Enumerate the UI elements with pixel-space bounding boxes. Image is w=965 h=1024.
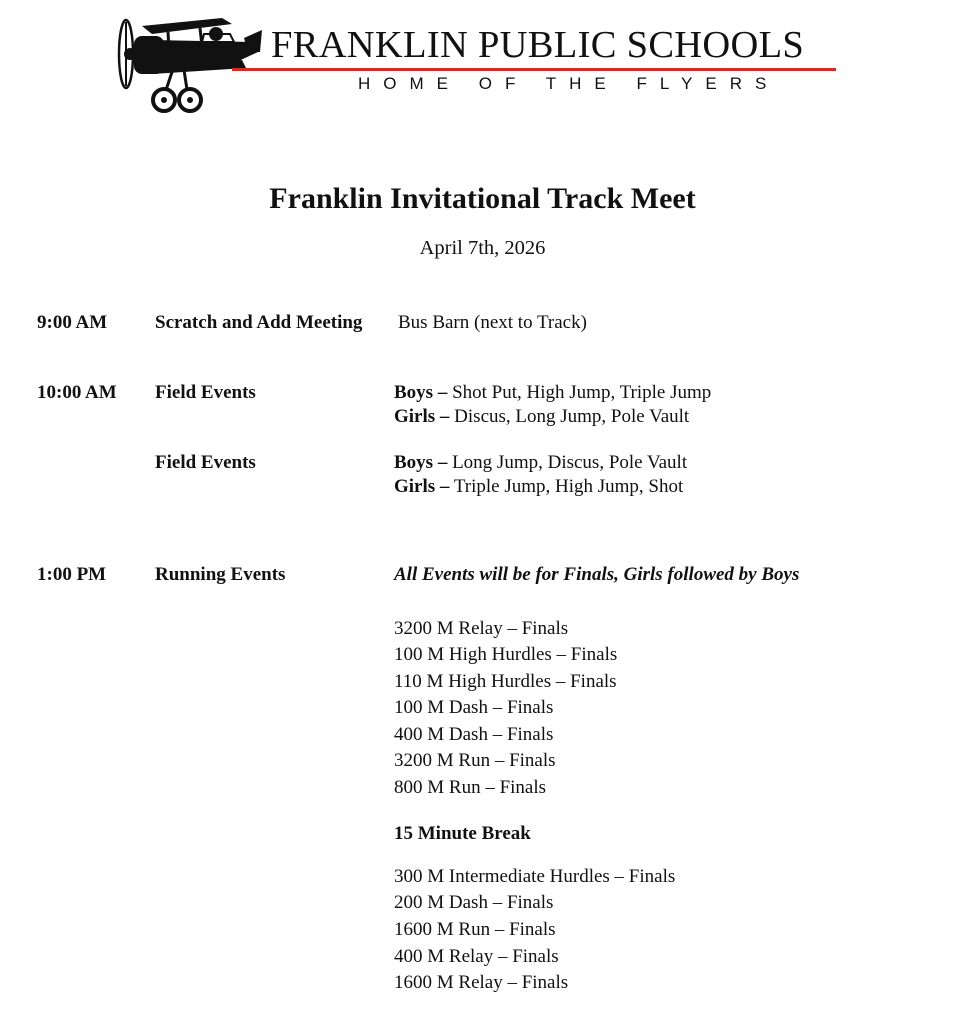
running-event-item: 400 M Relay – Finals xyxy=(394,946,559,967)
letterhead-rule xyxy=(232,68,836,71)
boys-events-list: Shot Put, High Jump, Triple Jump xyxy=(447,382,712,403)
running-event-item: 1600 M Run – Finals xyxy=(394,919,556,940)
biplane-logo xyxy=(112,12,264,116)
schedule-event: Scratch and Add Meeting xyxy=(155,312,363,333)
girls-label: Girls – xyxy=(394,406,450,427)
page-title: Franklin Invitational Track Meet xyxy=(269,182,696,215)
school-name: FRANKLIN PUBLIC SCHOOLS xyxy=(271,24,805,66)
school-tagline: HOME OF THE FLYERS xyxy=(358,74,780,93)
running-event-item: 300 M Intermediate Hurdles – Finals xyxy=(394,866,676,887)
running-event-item: 110 M High Hurdles – Finals xyxy=(394,671,617,692)
biplane-icon xyxy=(112,12,264,116)
boys-label: Boys – xyxy=(394,382,448,403)
boys-field-events xyxy=(394,380,711,406)
running-event-item: 1600 M Relay – Finals xyxy=(394,972,569,993)
girls-field-events xyxy=(394,474,683,500)
running-event-item: 400 M Dash – Finals xyxy=(394,724,554,745)
boys-label: Boys – xyxy=(394,452,448,473)
running-event-item: 3200 M Relay – Finals xyxy=(394,618,569,639)
schedule-time: 9:00 AM xyxy=(37,312,108,333)
schedule-event: Running Events xyxy=(155,564,286,585)
running-event-item: 200 M Dash – Finals xyxy=(394,892,554,913)
break-label: 15 Minute Break xyxy=(394,823,531,844)
meeting-location: Bus Barn (next to Track) xyxy=(398,312,587,333)
boys-events-list: Long Jump, Discus, Pole Vault xyxy=(447,452,688,473)
girls-field-events xyxy=(394,404,689,430)
boys-field-events xyxy=(394,450,687,476)
running-event-item: 100 M Dash – Finals xyxy=(394,697,554,718)
girls-label: Girls – xyxy=(394,476,450,497)
running-event-item: 100 M High Hurdles – Finals xyxy=(394,644,618,665)
schedule-time: 1:00 PM xyxy=(37,564,107,585)
schedule-time: 10:00 AM xyxy=(37,382,117,403)
running-event-item: 800 M Run – Finals xyxy=(394,777,547,798)
girls-events-list: Discus, Long Jump, Pole Vault xyxy=(449,406,690,427)
running-event-item: 3200 M Run – Finals xyxy=(394,750,556,771)
schedule-event: Field Events xyxy=(155,382,256,403)
girls-events-list: Triple Jump, High Jump, Shot xyxy=(449,476,684,497)
running-events-note: All Events will be for Finals, Girls followed by Boys xyxy=(394,564,800,585)
schedule-event: Field Events xyxy=(155,452,256,473)
meet-date: April 7th, 2026 xyxy=(419,237,546,259)
